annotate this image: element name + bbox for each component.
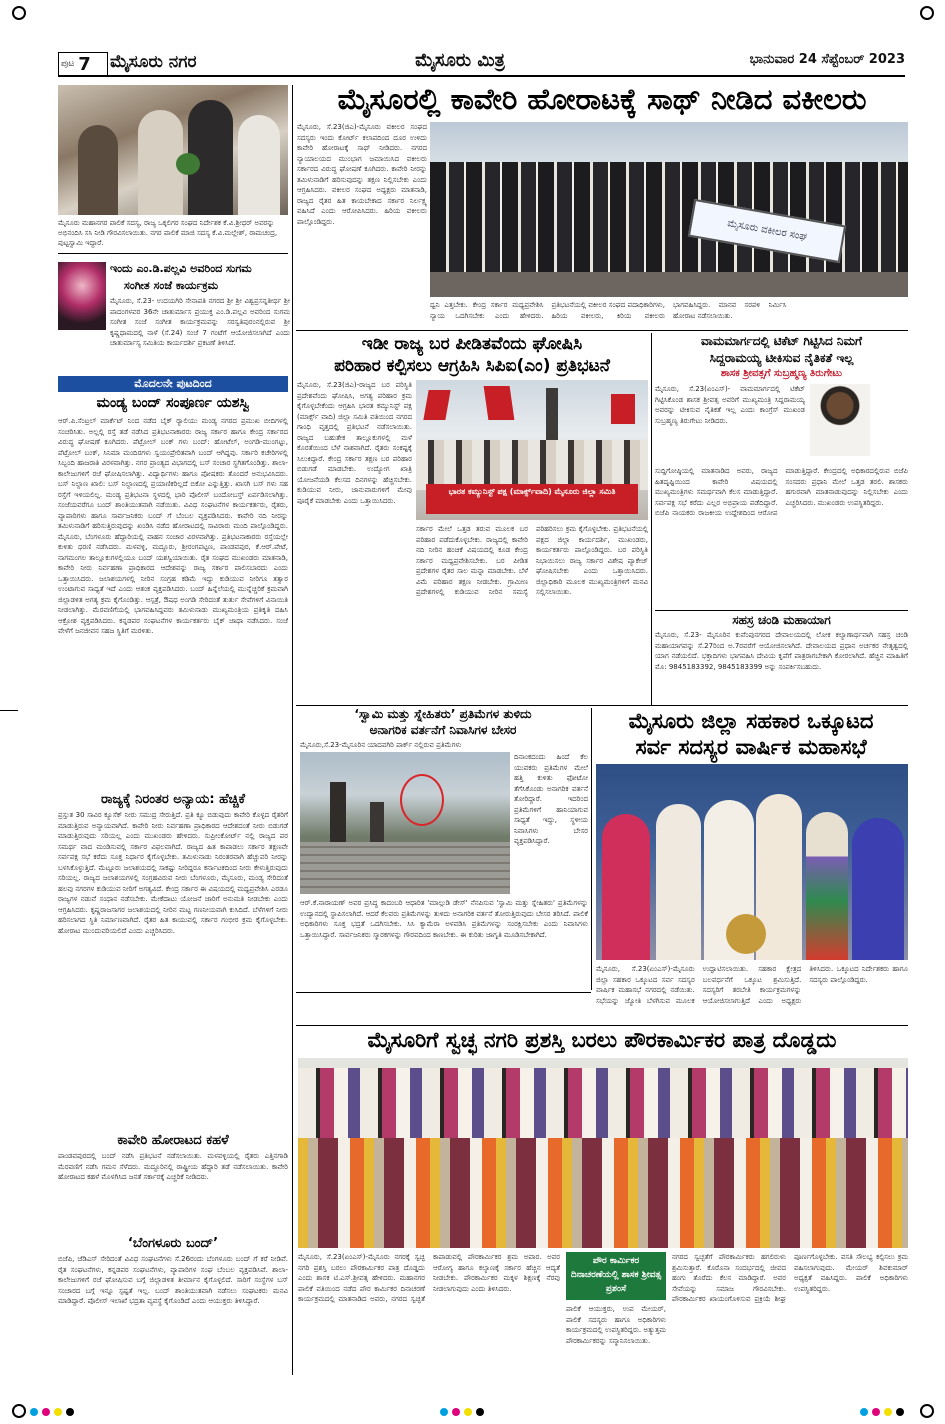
person-figure xyxy=(238,115,280,215)
highlight-circle xyxy=(400,774,444,826)
drought-body: ಮೈಸೂರು, ಸೆ.23(ಜಿಎ)-ರಾಜ್ಯದ ಬರ ಪರಿಸ್ಥಿತಿ ಪ್ರದೇಶವೆಂದು ಘೋಷಿಸಿ, ಅಗತ್ಯ ಪರಿಹಾರ ಕ್ರಮ ಕೈಗೊಳ್ಳಬೇಕೆಂದು ಆಗ್ರಹಿಸಿ ಭಾರತ ಕಮ್ಯುನಿಸ್ಟ್ ಪಕ್ಷ (ಮಾರ್ಕ್ಸ್ ವಾದಿ) ಜಿಲ್ಲಾ ಸಮಿತಿ ವತಿಯಿಂದ ನಗರದ ಗಾಂಧಿ ವೃತ್ತದಲ್ಲಿ ಪ್ರತಿಭಟನೆ ನಡೆಸಲಾಯಿತು. ರಾಜ್ಯದ ಬಹುತೇಕ ತಾಲ್ಲೂಕುಗಳಲ್ಲಿ ಮಳೆ ಕೊರತೆಯಿಂದ ಬೆಳೆ ನಾಶವಾಗಿದೆ. ರೈತರು ಸಂಕಷ್ಟಕ್ಕೆ ಸಿಲುಕಿದ್ದಾರೆ. ಕೇಂದ್ರ ಸರ್ಕಾರ ತಕ್ಷಣ ಬರ ಪರಿಹಾರ ಬಿಡುಗಡೆ ಮಾಡಬೇಕು. ಉದ್ಯೋಗ ಖಾತ್ರಿ ಯೋಜನೆಯಡಿ ಕೆಲಸದ ದಿನಗಳನ್ನು ಹೆಚ್ಚಿಸಬೇಕು. ಕುಡಿಯುವ ನೀರು, ಜಾನುವಾರುಗಳಿಗೆ ಮೇವು ಪೂರೈಕೆ ಮಾಡಬೇಕು ಎಂದು ಒತ್ತಾಯಿಸಿದರು. xyxy=(297,381,412,505)
siddaramaiah-headline-2: ಸಿದ್ದರಾಮಯ್ಯ ಟೀಕಿಸುವ ನೈತಿಕತೆ ಇಲ್ಲ xyxy=(709,351,854,365)
chandi-body: ಮೈಸೂರು, ಸೆ.23- ಮೈಸೂರಿನ ಕುವೆಂಪುನಗರದ ದೇವಾಲಯದಲ್ಲಿ ಲೋಕ ಕಲ್ಯಾಣಾರ್ಥವಾಗಿ ಸಹಸ್ರ ಚಂಡಿ ಮಹಾಯಾಗವನ್ನು ಸೆ.27ರಿಂದ ಅ.7ರವರೆಗೆ ಆಯೋಜಿಸಲಾಗಿದೆ. ದೇವಾಲಯದ ಪ್ರಧಾನ ಅರ್ಚಕರ ನೇತೃತ್ವದಲ್ಲಿ ಯಾಗ ನಡೆಯಲಿದೆ. ಭಕ್ತಾದಿಗಳು ಭಾಗವಹಿಸಿ ದೇವಿಯ ಕೃಪೆಗೆ ಪಾತ್ರರಾಗಬೇಕಾಗಿ ಕೋರಲಾಗಿದೆ. ಹೆಚ್ಚಿನ ಮಾಹಿತಿಗೆ ಮೊ: 9845183392, 9845183399 ಅನ್ನು ಸಂಪರ್ಕಿಸಬಹುದು. xyxy=(655,631,908,671)
person-figure xyxy=(852,818,904,960)
divider xyxy=(58,253,288,254)
subramanya-portrait xyxy=(810,384,870,456)
registration-mark xyxy=(12,6,26,20)
cleanliness-body-box: ಪಾಲಿಕೆ ಆಯುಕ್ತರು, ಉಪ ಮೇಯರ್, ಪಾಲಿಕೆ ಸದಸ್ಯರು ಹಾಗೂ ಅಧಿಕಾರಿಗಳು ಕಾರ್ಯಕ್ರಮದಲ್ಲಿ ಉಪಸ್ಥಿತರಿದ್ದರು. ಅತ್ಯುತ್ತಮ ಪೌರಕಾರ್ಮಿಕರನ್ನು ಸನ್ಮಾನಿಸಲಾಯಿತು. xyxy=(566,1305,666,1345)
trim-mark xyxy=(0,710,18,711)
page-number: 7 xyxy=(78,53,91,75)
color-registration-bar xyxy=(30,1408,74,1416)
divider xyxy=(655,610,908,611)
cooperative-headline-2: ಸರ್ವ ಸದಸ್ಯರ ವಾರ್ಷಿಕ ಮಹಾಸಭೆ xyxy=(635,735,867,759)
person-figure xyxy=(806,812,848,960)
registration-mark xyxy=(920,1404,934,1418)
chandi-headline: ಸಹಸ್ರ ಚಂಡಿ ಮಹಾಯಾಗ xyxy=(732,613,831,627)
divider xyxy=(296,992,591,993)
siddaramaiah-body-continued: ಸುದ್ದಿಗೋಷ್ಠಿಯಲ್ಲಿ ಮಾತನಾಡಿದ ಅವರು, ರಾಜ್ಯದ ಹಿತದೃಷ್ಟಿಯಿಂದ ಕಾವೇರಿ ವಿಷಯದಲ್ಲಿ ಮುಖ್ಯಮಂತ್ರಿಗಳು ಸಮರ್ಥವಾಗಿ ಕೆಲಸ ಮಾಡುತ್ತಿದ್ದಾರೆ. ಸರ್ವಪಕ್ಷ ಸಭೆ ಕರೆದು ಎಲ್ಲರ ಅಭಿಪ್ರಾಯ ಪಡೆದಿದ್ದಾರೆ. ಬಿಜೆಪಿ ನಾಯಕರು ರಾಜಕೀಯ ಉದ್ದೇಶದಿಂದ ಆರೋಪ ಮಾಡುತ್ತಿದ್ದಾರೆ. ಕೇಂದ್ರದಲ್ಲಿ ಅಧಿಕಾರದಲ್ಲಿರುವ ಬಿಜೆಪಿ ಸಂಸದರು ಪ್ರಧಾನಿ ಮೇಲೆ ಒತ್ತಡ ತರಲಿ. ಶಾಸಕರು ಹಗುರವಾಗಿ ಮಾತನಾಡುವುದನ್ನು ನಿಲ್ಲಿಸಬೇಕು ಎಂದು ಎಚ್ಚರಿಸಿದರು. ಮುಖಂಡರು ಉಪಸ್ಥಿತರಿದ್ದರು. xyxy=(655,467,908,517)
statues-body: ದಿನಾಂಕದಂದು ಹಿಂದೆ ಕೆಲ ಯುವಕರು ಪ್ರತಿಮೆಗಳ ಮೇಲೆ ಹತ್ತಿ ಕುಳಿತು ಫೋಟೋ ತೆಗೆಸಿಕೊಂಡು ಅನಾಗರಿಕ ವರ್ತನೆ ತೋರಿದ್ದಾರೆ. ಇದರಿಂದ ಪ್ರತಿಮೆಗಳಿಗೆ ಹಾನಿಯಾಗುವ ಸಾಧ್ಯತೆ ಇದ್ದು, ಸ್ಥಳೀಯ ನಿವಾಸಿಗಳು ಬೇಸರ ವ್ಯಕ್ತಪಡಿಸಿದ್ದಾರೆ. xyxy=(514,753,588,845)
cpim-banner: ಭಾರತ ಕಮ್ಯುನಿಸ್ಟ್ ಪಕ್ಷ (ಮಾರ್ಕ್ಸ್‌ವಾದಿ) ಮೈಸೂರು ಜಿಲ್ಲಾ ಸಮಿತಿ xyxy=(426,484,638,514)
statues-dateline: ಮೈಸೂರು,ಸೆ.23-ಮೈಸೂರಿನ ಯಾದವಗಿರಿ ಪಾರ್ಕ್ ನಲ್ಲಿರುವ ಪ್ರತಿಮೆಗಳು xyxy=(300,741,462,749)
page-number-box xyxy=(58,52,108,76)
lawyers-banner: ಮೈಸೂರು ವಕೀಲರ ಸಂಘ xyxy=(688,199,846,263)
color-registration-bar xyxy=(860,1408,904,1416)
cauvery-headline: ಕಾವೇರಿ ಹೋರಾಟದ ಕಹಳೆ xyxy=(117,1133,229,1148)
injustice-headline: ರಾಜ್ಯಕ್ಕೆ ನಿರಂತರ ಅನ್ಯಾಯ: ಹೆಚ್ಚಿಕೆ xyxy=(100,792,246,807)
mandya-body: ಆರ್.ಪಿ.ಸೆಂಟ್ರಲ್ ಮಾರ್ಕೆಟ್ ನಿಂದ ನಡೆದ ಬೈಕ್ ರ‍್ಯಾಲಿಯು ಮಂಡ್ಯ ನಗರದ ಪ್ರಮುಖ ಬೀದಿಗಳಲ್ಲಿ ಸಂಚರಿಸಿತು. ಅಲ್ಲಲ್ಲಿ ರಸ್ತೆ ತಡೆ ನಡೆಸಿದ ಪ್ರತಿಭಟನಾಕಾರರು ರಾಜ್ಯ ಸರ್ಕಾರ ಹಾಗೂ ಕೇಂದ್ರ ಸರ್ಕಾರದ ವಿರುದ್ಧ ಘೋಷಣೆ ಕೂಗಿದರು. ಪೆಟ್ರೋಲ್ ಬಂಕ್ ಗಳು ಬಂದ್: ಹೋಟೆಲ್, ಅಂಗಡಿ-ಮುಂಗಟ್ಟು, ಪೆಟ್ರೋಲ್ ಬಂಕ್, ಸಿನಿಮಾ ಮಂದಿರಗಳು ಸ್ವಯಂಪ್ರೇರಿತವಾಗಿ ಬಂದ್ ಆಗಿದ್ದವು. ಸರ್ಕಾರಿ ಕಚೇರಿಗಳಲ್ಲಿ ಸಿಬ್ಬಂದಿ ಹಾಜರಾತಿ ವಿರಳವಾಗಿತ್ತು. ನಗರ ಪ್ರಾಂತ್ಯದ ವಿಭಾಗದಲ್ಲಿ ಬಸ್ ಸಂಚಾರ ಸ್ಥಗಿತಗೊಂಡಿತ್ತು. ಶಾಲಾ-ಕಾಲೇಜುಗಳಿಗೆ ರಜೆ ಘೋಷಿಸಲಾಗಿತ್ತು. ವಿದ್ಯಾರ್ಥಿಗಳು ಹಾಗೂ ಪೋಷಕರು ತೊಂದರೆ ಅನುಭವಿಸಿದರು. ಬಸ್ ನಿಲ್ದಾಣ ಖಾಲಿ: ಬಸ್ ನಿಲ್ದಾಣದಲ್ಲಿ ಪ್ರಯಾಣಿಕರಿಲ್ಲದೆ ಬಿಕೋ ಎನ್ನುತ್ತಿತ್ತು. ಖಾಸಗಿ ಬಸ್ ಗಳು ಸಹ ರಸ್ತೆಗೆ ಇಳಿಯಲಿಲ್ಲ. ಮಂಡ್ಯ ಪ್ರತಿಭಟನಾ ಸ್ಥಳದಲ್ಲಿ ಭಾರಿ ಪೊಲೀಸ್ ಬಂದೋಬಸ್ತ್ ಏರ್ಪಡಿಸಲಾಗಿತ್ತು. ಸಂಜೆಯವರೆಗೂ ಬಂದ್ ಶಾಂತಿಯುತವಾಗಿ ನಡೆಯಿತು. ವಿವಿಧ ಸಂಘಟನೆಗಳ ಕಾರ್ಯಕರ್ತರು, ರೈತರು, ವ್ಯಾಪಾರಿಗಳು ಹಾಗೂ ಸಾರ್ವಜನಿಕರು ಬಂದ್ ಗೆ ಬೆಂಬಲ ವ್ಯಕ್ತಪಡಿಸಿದರು. ಕಾವೇರಿ ನದಿ ನೀರನ್ನು ತಮಿಳುನಾಡಿಗೆ ಹರಿಸುತ್ತಿರುವುದನ್ನು ಖಂಡಿಸಿ ನಡೆದ ಹೋರಾಟದಲ್ಲಿ ಸಾವಿರಾರು ಮಂದಿ ಪಾಲ್ಗೊಂಡಿದ್ದರು. ಮೈಸೂರು, ಬೆಂಗಳೂರು ಹೆದ್ದಾರಿಯಲ್ಲಿ ವಾಹನ ಸಂಚಾರ ವಿರಳವಾಗಿತ್ತು. ಪ್ರತಿಭಟನಾಕಾರರು ರಸ್ತೆಯಲ್ಲೇ ಕುಳಿತು ಧರಣಿ ನಡೆಸಿದರು. ಮಳವಳ್ಳಿ, ಮದ್ದೂರು, ಶ್ರೀರಂಗಪಟ್ಟಣ, ಪಾಂಡವಪುರ, ಕೆ.ಆರ್.ಪೇಟೆ, ನಾಗಮಂಗಲ ತಾಲ್ಲೂಕುಗಳಲ್ಲಿಯೂ ಬಂದ್ ಯಶಸ್ವಿಯಾಯಿತು. ರೈತ ಸಂಘದ ಮುಖಂಡರು ಮಾತನಾಡಿ, ಕಾವೇರಿ ನೀರು ನಿರ್ವಹಣಾ ಪ್ರಾಧಿಕಾರದ ಆದೇಶವನ್ನು ರಾಜ್ಯ ಸರ್ಕಾರ ಪಾಲಿಸಬಾರದು ಎಂದು ಒತ್ತಾಯಿಸಿದರು. ಜಲಾಶಯಗಳಲ್ಲಿ ನೀರಿನ ಸಂಗ್ರಹ ಕಡಿಮೆ ಇದ್ದು ಕುಡಿಯುವ ನೀರಿಗೂ ತತ್ವಾರ ಉಂಟಾಗುವ ಸಾಧ್ಯತೆ ಇದೆ ಎಂದು ಆತಂಕ ವ್ಯಕ್ತಪಡಿಸಿದರು. ಬಂದ್ ಹಿನ್ನೆಲೆಯಲ್ಲಿ ಮುನ್ನೆಚ್ಚರಿಕೆ ಕ್ರಮವಾಗಿ ಜಿಲ್ಲಾಡಳಿತ ಅಗತ್ಯ ಕ್ರಮ ಕೈಗೊಂಡಿತ್ತು. ಆಸ್ಪತ್ರೆ, ಔಷಧ ಅಂಗಡಿ ಸೇರಿದಂತೆ ತುರ್ತು ಸೇವೆಗಳಿಗೆ ವಿನಾಯಿತಿ ನೀಡಲಾಗಿತ್ತು. ಮೆರವಣಿಗೆಯಲ್ಲಿ ಭಾಗವಹಿಸಿದ್ದವರು ತಮಿಳುನಾಡು ಮುಖ್ಯಮಂತ್ರಿಯ ಪ್ರತಿಕೃತಿ ದಹಿಸಿ ಆಕ್ರೋಶ ವ್ಯಕ್ತಪಡಿಸಿದರು. ಕನ್ನಡಪರ ಸಂಘಟನೆಗಳ ಕಾರ್ಯಕರ್ತರು ಬೈಕ್ ಜಾಥಾ ನಡೆಸಿದರು. ಸಂಜೆ ವೇಳೆಗೆ ಜನಜೀವನ ಸಹಜ ಸ್ಥಿತಿಗೆ ಮರಳಿತು. xyxy=(58,417,288,635)
column-divider xyxy=(292,85,293,1375)
plant-photo-caption: ಮೈಸೂರು ಮಹಾನಗರ ಪಾಲಿಕೆ ಸದಸ್ಯ, ರಾಜ್ಯ ಒಕ್ಕಲಿಗರ ಸಂಘದ ನಿರ್ದೇಶಕ ಕೆ.ವಿ.ಶ್ರೀಧರ್ ಅವರನ್ನು ಅಭಿನಂದಿಸಿ ಸಸಿ ನೀಡಿ ಗೌರವಿಸಲಾಯಿತು. ನಗರ ಪಾಲಿಕೆ ಮಾಜಿ ಸದಸ್ಯ ಕೆ.ವಿ.ಮಲ್ಲೇಶ್, ರಾಮಚಂದ್ರ, ಪುಟ್ಟಸ್ವಾಮಿ ಇದ್ದಾರೆ. xyxy=(58,219,278,247)
masthead: ಮೈಸೂರು ಮಿತ್ರ xyxy=(415,50,505,71)
cleanliness-box-title: ಪೌರ ಕಾರ್ಮಿಕರ ದಿನಾಚರಣೆಯಲ್ಲಿ ಶಾಸಕ ಶ್ರೀವತ್ಸ ಪ್ರಶಂಸೆ xyxy=(566,1252,666,1300)
statues-body-continued: ಆರ್.ಕೆ.ನಾರಾಯಣ್ ಅವರ ಪ್ರಸಿದ್ಧ ಕಾದಂಬರಿ ಆಧಾರಿತ 'ಮಾಲ್ಗುಡಿ ಡೇಸ್' ನೆನಪಿಸುವ 'ಸ್ವಾಮಿ ಮತ್ತು ಸ್ನೇಹಿತರು' ಪ್ರತಿಮೆಗಳನ್ನು ಉದ್ಯಾನದಲ್ಲಿ ಸ್ಥಾಪಿಸಲಾಗಿದೆ. ಆದರೆ ಕೆಲವರು ಪ್ರತಿಮೆಗಳನ್ನು ತುಳಿದು ಅನಾಗರಿಕ ವರ್ತನೆ ತೋರುತ್ತಿರುವುದು ಬೇಸರ ತರಿಸಿದೆ. ಪಾಲಿಕೆ ಅಧಿಕಾರಿಗಳು ಸೂಕ್ತ ಭದ್ರತೆ ಒದಗಿಸಬೇಕು. ಸಿಸಿ ಕ್ಯಾಮೆರಾ ಅಳವಡಿಸಿ ಪ್ರತಿಮೆಗಳನ್ನು ಸಂರಕ್ಷಿಸಬೇಕು ಎಂದು ನಿವಾಸಿಗಳು ಒತ್ತಾಯಿಸಿದ್ದಾರೆ. ಸಾರ್ವಜನಿಕರು ಸ್ಮಾರಕಗಳನ್ನು ಗೌರವದಿಂದ ಕಾಣಬೇಕು. ಈ ಕುರಿತು ಜಾಗೃತಿ ಮೂಡಿಸಬೇಕಾಗಿದೆ. xyxy=(300,899,588,939)
continued-label: ಮೊದಲನೇ ಪುಟದಿಂದ xyxy=(58,376,288,392)
siddaramaiah-headline-1: ವಾಮಮಾರ್ಗದಲ್ಲಿ ಟಿಕೆಟ್ ಗಿಟ್ಟಿಸಿದ ನಿಮಗೆ xyxy=(701,334,862,348)
cauvery-body: ಪಾಂಡವಪುರದಲ್ಲಿ ಬಂದ್ ನಡೆಸಿ ಪ್ರತಿಭಟನೆ ನಡೆಸಲಾಯಿತು. ಮಳವಳ್ಳಿಯಲ್ಲಿ ರೈತರು ಎತ್ತಿನಗಾಡಿ ಮೆರವಣಿಗೆ ನಡೆಸಿ ಗಮನ ಸೆಳೆದರು. ಮದ್ದೂರಿನಲ್ಲಿ ರಾಷ್ಟ್ರೀಯ ಹೆದ್ದಾರಿ ತಡೆ ನಡೆಸಲಾಯಿತು. ಕಾವೇರಿ ಹೋರಾಟದ ಕಹಳೆ ಮೊಳಗಿಸಿದ ಜನತೆ ಸರ್ಕಾರಕ್ಕೆ ಎಚ್ಚರಿಕೆ ನೀಡಿದರು. xyxy=(58,1152,288,1181)
person-figure xyxy=(656,804,701,960)
divider xyxy=(296,705,908,706)
section-title: ಮೈಸೂರು ನಗರ xyxy=(110,52,197,72)
drought-headline-1: ಇಡೀ ರಾಜ್ಯ ಬರ ಪೀಡಿತವೆಂದು ಘೋಷಿಸಿ xyxy=(361,334,583,354)
statues-photo xyxy=(300,752,510,894)
lawyers-headline: ಮೈಸೂರಲ್ಲಿ ಕಾವೇರಿ ಹೋರಾಟಕ್ಕೆ ಸಾಥ್ ನೀಡಿದ ವಕೀಲರು xyxy=(337,82,867,116)
cpim-protest-photo xyxy=(416,380,648,520)
cooperative-body: ಮೈಸೂರು, ಸೆ.23(ಏಂಎಸ್)-ಮೈಸೂರು ಜಿಲ್ಲಾ ಸಹಕಾರ ಒಕ್ಕೂಟದ ಸರ್ವ ಸದಸ್ಯರ ವಾರ್ಷಿಕ ಮಹಾಸಭೆ ನಗರದಲ್ಲಿ ನಡೆಯಿತು. ಸಭೆಯನ್ನು ಜ್ಯೋತಿ ಬೆಳಗಿಸುವ ಮೂಲಕ ಉದ್ಘಾಟಿಸಲಾಯಿತು. ಸಹಕಾರ ಕ್ಷೇತ್ರದ ಬಲವರ್ಧನೆಗೆ ಒಕ್ಕೂಟ ಶ್ರಮಿಸುತ್ತಿದೆ. ಸದಸ್ಯರಿಗೆ ತರಬೇತಿ ಕಾರ್ಯಕ್ರಮಗಳನ್ನು ಆಯೋಜಿಸಲಾಗುತ್ತಿದೆ ಎಂದು ಅಧ್ಯಕ್ಷರು ತಿಳಿಸಿದರು. ಒಕ್ಕೂಟದ ನಿರ್ದೇಶಕರು ಹಾಗೂ ಸದಸ್ಯರು ಪಾಲ್ಗೊಂಡಿದ್ದರು. xyxy=(596,965,908,1005)
color-registration-bar xyxy=(440,1408,484,1416)
mandya-headline: ಮಂಡ್ಯ ಬಂದ್ ಸಂಪೂರ್ಣ ಯಶಸ್ವಿ xyxy=(96,395,250,411)
statues-headline-1: ‘ಸ್ವಾಮಿ ಮತ್ತು ಸ್ನೇಹಿತರು’ ಪ್ರತಿಮೆಗಳ ತುಳಿದು xyxy=(354,707,532,721)
page-label: ಪುಟ xyxy=(61,59,75,69)
siddaramaiah-subhead: ಶಾಸಕ ಶ್ರೀವತ್ಸಗೆ ಸುಬ್ರಹ್ಮಣ್ಯ ತಿರುಗೇಟು xyxy=(720,368,843,379)
plant-pot xyxy=(176,153,200,175)
red-flag xyxy=(423,390,450,420)
divider xyxy=(296,330,908,331)
cleanliness-headline: ಮೈಸೂರಿಗೆ ಸ್ವಚ್ಛ ನಗರಿ ಪ್ರಶಸ್ತಿ ಬರಲು ಪೌರಕಾರ್ಮಿಕರ ಪಾತ್ರ ದೊಡ್ಡದು xyxy=(367,1028,837,1052)
seated-row xyxy=(298,1138,908,1248)
cooperative-headline-1: ಮೈಸೂರು ಜಿಲ್ಲಾ ಸಹಕಾರ ಒಕ್ಕೂಟದ xyxy=(628,709,874,733)
statues-headline-2: ಅನಾಗರಿಕ ವರ್ತನೆಗೆ ನಿವಾಸಿಗಳ ಬೇಸರ xyxy=(369,723,517,737)
portrait-gap xyxy=(810,460,908,465)
music-headline-2: ಸಂಗೀತ ಸಂಜೆ ಕಾರ್ಯಕ್ರಮ xyxy=(124,279,219,292)
column-divider xyxy=(651,333,652,705)
issue-date: ಭಾನುವಾರ 24 ಸೆಪ್ಟೆಂಬರ್ 2023 xyxy=(749,52,905,67)
red-flag xyxy=(484,386,515,420)
music-headline-1: ಇಂದು ಎಂ.ಡಿ.ಪಲ್ಲವಿ ಅವರಿಂದ ಸುಗಮ xyxy=(110,262,252,275)
siddaramaiah-body: ಮೈಸೂರು, ಸೆ.23(ಏಂಎಸ್)- ವಾಮಮಾರ್ಗದಲ್ಲಿ ಟಿಕೆಟ್ ಗಿಟ್ಟಿಸಿಕೊಂಡ ಶಾಸಕ ಶ್ರೀವತ್ಸ ಅವರಿಗೆ ಮುಖ್ಯಮಂತ್ರಿ ಸಿದ್ದರಾಮಯ್ಯ ಅವರನ್ನು ಟೀಕಿಸುವ ನೈತಿಕತೆ ಇಲ್ಲ ಎಂದು ಕಾಂಗ್ರೆಸ್ ಮುಖಂಡ ಸುಬ್ರಹ್ಮಣ್ಯ ತಿರುಗೇಟು ನೀಡಿದರು. xyxy=(655,385,805,425)
plant-handover-photo xyxy=(58,85,288,215)
header-rule xyxy=(58,75,905,77)
lawyers-protest-photo xyxy=(430,122,908,297)
lawyers-body: ಮೈಸೂರು, ಸೆ.23(ಜಿಎ)-ಮೈಸೂರು ವಕೀಲರ ಸಂಘದ ಸದಸ್ಯರು ಇಂದು ಕೋರ್ಟ್ ಕಲಾಪದಿಂದ ದೂರ ಉಳಿದು ಕಾವೇರಿ ಹೋರಾಟಕ್ಕೆ ಸಾಥ್ ನೀಡಿದರು. ನಗರದ ನ್ಯಾಯಾಲಯದ ಮುಂಭಾಗ ಜಮಾಯಿಸಿದ ವಕೀಲರು ಸರ್ಕಾರದ ವಿರುದ್ಧ ಘೋಷಣೆ ಕೂಗಿದರು. ಕಾವೇರಿ ನೀರನ್ನು ತಮಿಳುನಾಡಿಗೆ ಹರಿಸುವುದನ್ನು ತಕ್ಷಣ ನಿಲ್ಲಿಸಬೇಕು ಎಂದು ಆಗ್ರಹಿಸಿದರು. ವಕೀಲರ ಸಂಘದ ಅಧ್ಯಕ್ಷರು ಮಾತನಾಡಿ, ರಾಜ್ಯದ ರೈತರ ಹಿತ ಕಾಯಬೇಕಾದ ಸರ್ಕಾರ ನಿರ್ಲಕ್ಷ್ಯ ವಹಿಸಿದೆ ಎಂದು ಆರೋಪಿಸಿದರು. ಹಿರಿಯ ವಕೀಲರು ಪಾಲ್ಗೊಂಡಿದ್ದರು. xyxy=(297,123,427,226)
person-figure xyxy=(78,125,118,215)
statue-figure xyxy=(370,802,384,842)
stone-pedestal xyxy=(300,842,510,894)
lawyers-body-continued: ಧ್ವನಿ ಎತ್ತಬೇಕು. ಕೇಂದ್ರ ಸರ್ಕಾರ ಮಧ್ಯಪ್ರವೇಶಿಸಿ ನ್ಯಾಯ ಒದಗಿಸಬೇಕು ಎಂದು ಹೇಳಿದರು. ಪ್ರತಿಭಟನೆಯಲ್ಲಿ ವಕೀಲರ ಸಂಘದ ಪದಾಧಿಕಾರಿಗಳು, ಹಿರಿಯ ವಕೀಲರು, ಕಿರಿಯ ವಕೀಲರು ಭಾಗವಹಿಸಿದ್ದರು. ಮಾನವ ಸರಪಳಿ ನಿರ್ಮಿಸಿ ಹೋರಾಟ ನಡೆಸಲಾಯಿತು. xyxy=(430,301,787,320)
singer-photo xyxy=(58,262,106,330)
music-body: ಮೈಸೂರು, ಸೆ.23- ಉದಯಗಿರಿ ಸೇನಾಪತಿ ನಗರದ ಶ್ರೀ ಶ್ರೀ ವಿಶ್ವಪ್ರಸನ್ನತೀರ್ಥ ಶ್ರೀ ಪಾದಂಗಳವರ 36ನೇ ಚಾತುರ್ಮಾಸ ಪ್ರಯುಕ್ತ ಎಂ.ಡಿ.ಪಲ್ಲವಿ ಅವರಿಂದ ಸುಗಮ ಸಂಗೀತ ಸಂಜೆ ಸಂಗೀತ ಕಾರ್ಯಕ್ರಮವನ್ನು ಸರಸ್ವತಿಪುರಂನಲ್ಲಿರುವ ಶ್ರೀ ಕೃಷ್ಣಧಾಮದಲ್ಲಿ ನಾಳೆ (ಸೆ.24) ಸಂಜೆ 7 ಗಂಟೆಗೆ ಆಯೋಜಿಸಲಾಗಿದೆ ಎಂದು ಚಾತುರ್ಮಾಸ್ಯ ಸಮಿತಿಯ ಕಾರ್ಯದರ್ಶಿ ಪ್ರಕಟಣೆ ತಿಳಿಸಿದೆ. xyxy=(110,297,290,347)
pourakarmika-felicitation-photo xyxy=(298,1058,908,1248)
protesters xyxy=(416,440,648,490)
lamp xyxy=(726,914,766,954)
standing-row xyxy=(298,1068,908,1138)
injustice-body: ಪ್ರಸ್ತುತ 30 ಸಾವಿರ ಕ್ಯೂಸೆಕ್ ನೀರು ಸಮುದ್ರ ಸೇರುತ್ತಿದೆ. ಪ್ರತಿ ಕ್ಯೂ ಬಿಡುವುದು ಕಾವೇರಿ ಕೊಳ್ಳದ ರೈತರಿಗೆ ಮಾಡುತ್ತಿರುವ ಅನ್ಯಾಯವಾಗಿದೆ. ಕಾವೇರಿ ನೀರು ನಿರ್ವಹಣಾ ಪ್ರಾಧಿಕಾರದ ಆದೇಶದಂತೆ ನೀರು ಬಿಡುಗಡೆ ಮಾಡುತ್ತಿರುವುದು ಸರಿಯಲ್ಲ ಎಂದು ಮುಖಂಡರು ಹೇಳಿದರು. ಸುಪ್ರೀಂಕೋರ್ಟ್ ನಲ್ಲಿ ರಾಜ್ಯದ ಪರ ಸಮರ್ಥ ವಾದ ಮಂಡಿಸುವಲ್ಲಿ ಸರ್ಕಾರ ವಿಫಲವಾಗಿದೆ. ರಾಜ್ಯದ ಹಿತ ಕಾಪಾಡಲು ಸರ್ಕಾರ ತಕ್ಷಣವೇ ಸರ್ವಪಕ್ಷ ಸಭೆ ಕರೆದು ಸೂಕ್ತ ನಿರ್ಧಾರ ಕೈಗೊಳ್ಳಬೇಕು. ತಮಿಳುನಾಡು ನಿರಂತರವಾಗಿ ಹೆಚ್ಚುವರಿ ನೀರನ್ನು ಬಳಸಿಕೊಳ್ಳುತ್ತಿದೆ. ಮೆಟ್ಟೂರು ಜಲಾಶಯದಲ್ಲಿ ಸಾಕಷ್ಟು ನೀರಿದ್ದರೂ ಕರ್ನಾಟಕದಿಂದ ನೀರು ಕೇಳುತ್ತಿರುವುದು ಸರಿಯಲ್ಲ. ರಾಜ್ಯದ ಜಲಾಶಯಗಳಲ್ಲಿ ಸಂಗ್ರಹವಿರುವ ನೀರು ಬೆಂಗಳೂರು, ಮೈಸೂರು, ಮಂಡ್ಯ ಸೇರಿದಂತೆ ಹಲವು ನಗರಗಳ ಕುಡಿಯುವ ನೀರಿಗೆ ಅಗತ್ಯವಿದೆ. ಕೇಂದ್ರ ಸರ್ಕಾರ ಈ ವಿಷಯದಲ್ಲಿ ಮಧ್ಯಪ್ರವೇಶಿಸಿ ಎರಡೂ ರಾಜ್ಯಗಳ ನಡುವೆ ಸಂಧಾನ ನಡೆಸಬೇಕು. ಮೇಕೆದಾಟು ಯೋಜನೆ ಜಾರಿಗೆ ಅನುಮತಿ ನೀಡಬೇಕು ಎಂದು ಆಗ್ರಹಿಸಿದರು. ಕೃಷ್ಣರಾಜಸಾಗರ ಜಲಾಶಯದಲ್ಲಿ ನೀರಿನ ಮಟ್ಟ ಗಣನೀಯವಾಗಿ ಕುಸಿದಿದೆ. ಬೆಳೆಗಳಿಗೆ ನೀರು ಹರಿಸಲಾಗದ ಸ್ಥಿತಿ ನಿರ್ಮಾಣವಾಗಿದೆ. ರೈತರ ಹಿತ ಕಾಯುವಲ್ಲಿ ಸರ್ಕಾರ ಗಂಭೀರ ಕ್ರಮ ಕೈಗೊಳ್ಳಬೇಕು. ಹೋರಾಟ ಮುಂದುವರಿಯಲಿದೆ ಎಂದು ಎಚ್ಚರಿಸಿದರು. xyxy=(58,811,288,935)
drought-body-continued: ಸರ್ಕಾರ ಮೇಲೆ ಒತ್ತಡ ತರುವ ಮೂಲಕ ಬರ ಪರಿಹಾರ ಪಡೆದುಕೊಳ್ಳಬೇಕು. ರಾಜ್ಯದಲ್ಲಿ ಕಾವೇರಿ ನದಿ ನೀರಿನ ಹಂಚಿಕೆ ವಿಷಯದಲ್ಲಿ ಕೂಡ ಕೇಂದ್ರ ಸರ್ಕಾರ ಮಧ್ಯಪ್ರವೇಶಿಸಬೇಕು. ಬರ ಪೀಡಿತ ಪ್ರದೇಶಗಳ ರೈತರ ಸಾಲ ಮನ್ನಾ ಮಾಡಬೇಕು. ಬೆಳೆ ವಿಮೆ ಪರಿಹಾರ ತಕ್ಷಣ ನೀಡಬೇಕು. ಗ್ರಾಮೀಣ ಪ್ರದೇಶಗಳಲ್ಲಿ ಕುಡಿಯುವ ನೀರಿನ ಸಮಸ್ಯೆ ಪರಿಹರಿಸಲು ಕ್ರಮ ಕೈಗೊಳ್ಳಬೇಕು. ಪ್ರತಿಭಟನೆಯಲ್ಲಿ ಪಕ್ಷದ ಜಿಲ್ಲಾ ಕಾರ್ಯದರ್ಶಿ, ಮುಖಂಡರು, ಕಾರ್ಯಕರ್ತರು ಪಾಲ್ಗೊಂಡಿದ್ದರು. ಬರ ಪರಿಸ್ಥಿತಿ ನಿಭಾಯಿಸಲು ರಾಜ್ಯ ಸರ್ಕಾರ ವಿಶೇಷ ಪ್ಯಾಕೇಜ್ ಘೋಷಿಸಬೇಕು ಎಂದು ಒತ್ತಾಯಿಸಿದರು. ಜಿಲ್ಲಾಧಿಕಾರಿ ಮೂಲಕ ಮುಖ್ಯಮಂತ್ರಿಗಳಿಗೆ ಮನವಿ ಸಲ್ಲಿಸಲಾಯಿತು. xyxy=(416,525,648,596)
registration-mark xyxy=(920,6,934,20)
red-flag xyxy=(611,394,635,424)
registration-mark xyxy=(12,1404,26,1418)
person-figure xyxy=(602,814,650,960)
column-divider xyxy=(591,708,592,990)
statue-figure xyxy=(330,782,346,842)
drought-headline-2: ಪರಿಹಾರ ಕಲ್ಪಿಸಲು ಆಗ್ರಹಿಸಿ ಸಿಪಿಐ(ಎಂ) ಪ್ರತಿಭಟನೆ xyxy=(334,356,610,376)
cleanliness-body: ಮೈಸೂರು, ಸೆ.23(ಏಂಎಸ್)-ಮೈಸೂರು ನಗರಕ್ಕೆ ಸ್ವಚ್ಛ ನಗರಿ ಪ್ರಶಸ್ತಿ ಬರಲು ಪೌರಕಾರ್ಮಿಕರ ಪಾತ್ರ ದೊಡ್ಡದು ಎಂದು ಶಾಸಕ ಟಿ.ಎಸ್.ಶ್ರೀವತ್ಸ ಹೇಳಿದರು. ಮಹಾನಗರ ಪಾಲಿಕೆ ವತಿಯಿಂದ ನಡೆದ ಪೌರ ಕಾರ್ಮಿಕರ ದಿನಾಚರಣೆ ಕಾರ್ಯಕ್ರಮದಲ್ಲಿ ಮಾತನಾಡಿದ ಅವರು, ನಗರದ ಸ್ವಚ್ಛತೆ ಕಾಪಾಡುವಲ್ಲಿ ಪೌರಕಾರ್ಮಿಕರ ಶ್ರಮ ಅಪಾರ. ಅವರ ಆರೋಗ್ಯ ಹಾಗೂ ಕಲ್ಯಾಣಕ್ಕೆ ಸರ್ಕಾರ ಹೆಚ್ಚಿನ ಆದ್ಯತೆ ನೀಡಬೇಕು. ಪೌರಕಾರ್ಮಿಕರ ಮಕ್ಕಳ ಶಿಕ್ಷಣಕ್ಕೆ ನೆರವು ನೀಡಲಾಗುವುದು ಎಂದು ತಿಳಿಸಿದರು. xyxy=(298,1253,560,1303)
road xyxy=(430,272,908,297)
bengaluru-headline: ‘ಬೆಂಗಳೂರು ಬಂದ್’ xyxy=(127,1236,219,1251)
cooperative-meeting-photo xyxy=(596,764,908,960)
cleanliness-body-continued: ನಗರದ ಸ್ವಚ್ಛತೆಗೆ ಪೌರಕಾರ್ಮಿಕರು ಹಗಲಿರುಳು ಶ್ರಮಿಸುತ್ತಾರೆ. ಕೊರೊನಾ ಸಂದರ್ಭದಲ್ಲಿ ಜೀವದ ಹಂಗು ತೊರೆದು ಕೆಲಸ ಮಾಡಿದ್ದಾರೆ. ಅವರ ಸೇವೆಯನ್ನು ಸಮಾಜ ಗೌರವಿಸಬೇಕು. ಪೌರಕಾರ್ಮಿಕರ ಖಾಯಂಗೊಳಿಸುವ ಪ್ರಕ್ರಿಯೆ ಶೀಘ್ರ ಪೂರ್ಣಗೊಳ್ಳಬೇಕು. ವಸತಿ ಸೌಲಭ್ಯ ಕಲ್ಪಿಸಲು ಕ್ರಮ ವಹಿಸಲಾಗುವುದು. ಮೇಯರ್ ಶಿವಕುಮಾರ್ ಅಧ್ಯಕ್ಷತೆ ವಹಿಸಿದ್ದರು. ಪಾಲಿಕೆ ಅಧಿಕಾರಿಗಳು ಉಪಸ್ಥಿತರಿದ್ದರು. xyxy=(672,1253,908,1303)
bengaluru-body: ಬಿಜೆಪಿ, ಜೆಡಿಎಸ್ ಸೇರಿದಂತೆ ವಿವಿಧ ಸಂಘಟನೆಗಳು ಸೆ.26ರಂದು ಬೆಂಗಳೂರು ಬಂದ್ ಗೆ ಕರೆ ನೀಡಿವೆ. ರೈತ ಸಂಘಟನೆಗಳು, ಕನ್ನಡಪರ ಸಂಘಟನೆಗಳು, ವ್ಯಾಪಾರಿಗಳ ಸಂಘ ಬೆಂಬಲ ವ್ಯಕ್ತಪಡಿಸಿವೆ. ಶಾಲಾ-ಕಾಲೇಜುಗಳಿಗೆ ರಜೆ ಘೋಷಿಸುವ ಬಗ್ಗೆ ಜಿಲ್ಲಾಡಳಿತ ತೀರ್ಮಾನ ಕೈಗೊಳ್ಳಲಿದೆ. ಸಾರಿಗೆ ಸಂಸ್ಥೆಗಳ ಬಸ್ ಸಂಚಾರದ ಬಗ್ಗೆ ಇನ್ನೂ ಸ್ಪಷ್ಟತೆ ಇಲ್ಲ. ಬಂದ್ ಶಾಂತಿಯುತವಾಗಿ ನಡೆಸಲು ಸಂಘಟಕರು ಮನವಿ ಮಾಡಿದ್ದಾರೆ. ಪೊಲೀಸ್ ಇಲಾಖೆ ಭದ್ರತಾ ವ್ಯವಸ್ಥೆ ಕೈಗೊಂಡಿದೆ ಎಂದು ಆಯುಕ್ತರು ತಿಳಿಸಿದ್ದಾರೆ. xyxy=(58,1255,288,1305)
